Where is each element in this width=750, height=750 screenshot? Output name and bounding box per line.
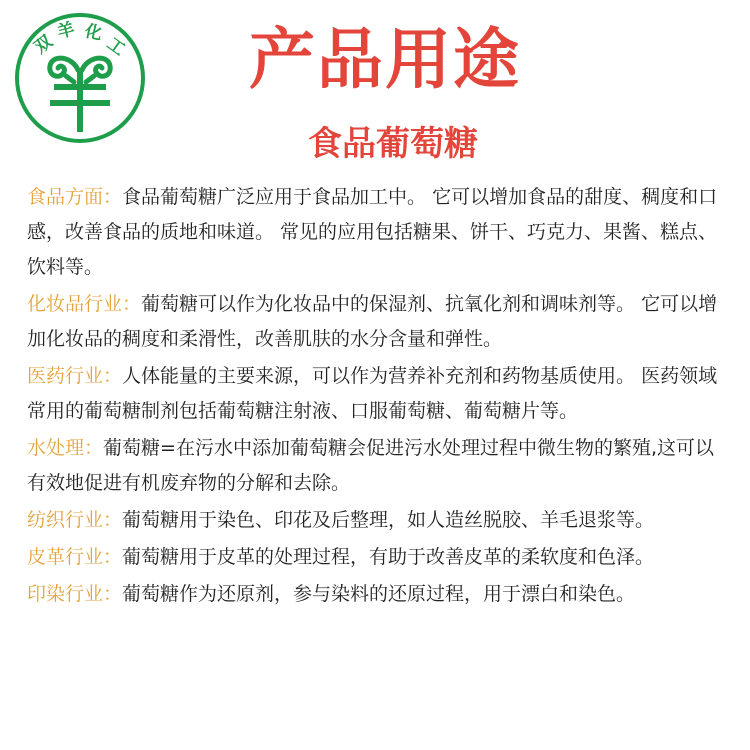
section-label: 印染行业 xyxy=(27,583,104,605)
section-separator: ： xyxy=(122,293,142,315)
section-label: 水处理 xyxy=(27,437,85,459)
svg-text:工: 工 xyxy=(103,33,129,61)
section-label: 皮革行业 xyxy=(27,546,104,568)
usage-textile xyxy=(27,503,727,538)
svg-text:双: 双 xyxy=(30,31,57,58)
section-separator: ： xyxy=(84,437,104,459)
section-separator: ： xyxy=(103,546,123,568)
usage-food xyxy=(27,180,727,285)
section-text: 人体能量的主要来源，可以作为营养补充剂和药物基质使用。 医药领域常用的葡萄糖制剂包括葡萄糖注射液、口服葡萄糖、葡萄糖片等。 xyxy=(27,365,718,422)
section-label: 食品方面 xyxy=(27,186,104,208)
section-text: 葡萄糖可以作为化妆品中的保湿剂、抗氧化剂和调味剂等。 它可以增加化妆品的稠度和柔滑性，改善肌肤的水分含量和弹性。 xyxy=(27,293,718,350)
section-separator: ： xyxy=(103,365,123,387)
section-separator: ： xyxy=(103,509,123,531)
usage-cosmetics xyxy=(27,287,727,357)
usage-water-treatment xyxy=(27,431,727,501)
usage-dyeing xyxy=(27,577,727,612)
section-text: 葡萄糖用于染色、印花及后整理，如人造丝脱胶、羊毛退浆等。 xyxy=(122,509,655,531)
section-separator: ： xyxy=(103,186,123,208)
svg-text:化: 化 xyxy=(82,21,104,45)
page-title: 产品用途 xyxy=(249,21,521,98)
product-subtitle: 食品葡萄糖 xyxy=(308,124,478,164)
section-label: 医药行业 xyxy=(27,365,104,387)
section-text: 食品葡萄糖广泛应用于食品加工中。 它可以增加食品的甜度、稠度和口感，改善食品的质地和味道。 常见的应用包括糖果、饼干、巧克力、果酱、糕点、饮料等。 xyxy=(27,186,718,278)
usage-medicine xyxy=(27,359,727,429)
section-label: 纺织行业 xyxy=(27,509,104,531)
usage-list xyxy=(27,180,727,614)
section-text: 葡萄糖作为还原剂，参与染料的还原过程，用于漂白和染色。 xyxy=(122,583,636,605)
section-text: 葡萄糖用于皮革的处理过程，有助于改善皮革的柔软度和色泽。 xyxy=(122,546,655,568)
svg-text:羊: 羊 xyxy=(55,19,77,43)
usage-leather xyxy=(27,540,727,575)
section-label: 化妆品行业 xyxy=(27,293,123,315)
section-separator: ： xyxy=(103,583,123,605)
section-text: 葡萄糖=在污水中添加葡萄糖会促进污水处理过程中微生物的繁殖,这可以有效地促进有机废弃物的分解和去除。 xyxy=(27,437,714,494)
